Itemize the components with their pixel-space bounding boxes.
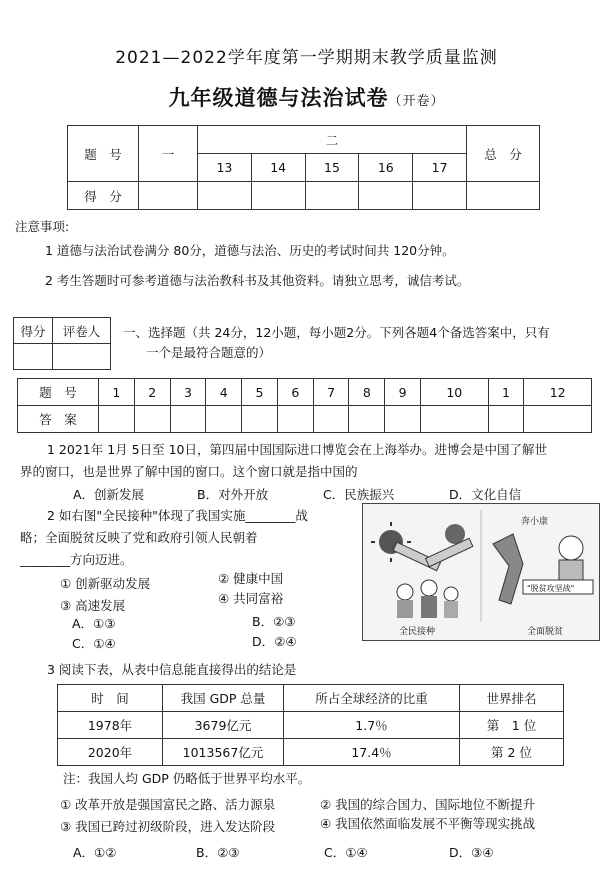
person-icon [421, 580, 437, 596]
person-icon [444, 587, 458, 601]
answer-cell[interactable] [242, 406, 278, 433]
answer-number: 1 [488, 379, 524, 406]
answer-row-label: 题 号 [18, 379, 99, 406]
q3-note: 注：我国人均 GDP 仍略低于世界平均水平。 [63, 771, 311, 786]
answer-number: 10 [421, 379, 489, 406]
gdp-cell: 3679亿元 [163, 712, 284, 739]
section1-line1: 一、选择题（共 24分，12小题，每小题2分。下列各题4个备选答案中，只有 [123, 325, 550, 340]
score-cell[interactable] [359, 182, 413, 210]
q1-line2: 界的窗口，也是世界了解中国的窗口。这个窗口就是指中国的 [20, 464, 358, 479]
q2-line1: 2 如右图"全民接种"体现了我国实施________战 [47, 508, 308, 523]
q3-item-3: ③ 我国已跨过初级阶段，进入发达阶段 [60, 819, 276, 834]
score-cell[interactable] [467, 182, 540, 210]
paper-title [0, 82, 613, 112]
q2-item-3: ③ 高速发展 [60, 598, 126, 613]
score-subcol: 14 [251, 154, 305, 182]
gdp-cell: 第 1 位 [460, 712, 564, 739]
q2-item-4: ④ 共同富裕 [218, 591, 284, 606]
score-col-two: 二 [198, 126, 467, 154]
q3-option-a[interactable]: A．①② [73, 845, 117, 860]
q3-line1: 3 阅读下表，从表中信息能直接得出的结论是 [47, 662, 297, 677]
score-subcol: 17 [413, 154, 467, 182]
score-cell[interactable] [251, 182, 305, 210]
answer-number: 3 [170, 379, 206, 406]
grader-score-cell[interactable] [14, 344, 53, 370]
score-table [67, 125, 540, 210]
answer-cell[interactable] [349, 406, 385, 433]
gdp-cell: 1013567亿元 [163, 739, 284, 766]
q3-item-1: ① 改革开放是强国富民之路、活力源泉 [60, 797, 276, 812]
answer-table [17, 378, 592, 433]
answer-cell[interactable] [524, 406, 592, 433]
notice-heading: 注意事项: [15, 219, 70, 234]
section1-line2: 一个是最符合题意的） [146, 345, 272, 360]
gdp-table [57, 684, 564, 766]
answer-number: 6 [277, 379, 313, 406]
score-col-one: 一 [139, 126, 198, 182]
notice-item: 1 道德与法治试卷满分 80分，道德与法治、历史的考试时间共 120分钟。 [45, 243, 455, 258]
score-subcol: 15 [305, 154, 359, 182]
gdp-cell: 2020年 [58, 739, 163, 766]
score-subcol: 16 [359, 154, 413, 182]
paper-note: （开卷） [388, 94, 445, 109]
q2-line3: ________方向迈进。 [20, 552, 133, 567]
notice-item: 2 考生答题时可参考道德与法治教科书及其他资料。请独立思考，诚信考试。 [45, 273, 470, 288]
answer-number: 4 [206, 379, 242, 406]
answer-cell[interactable] [421, 406, 489, 433]
answer-cell[interactable] [488, 406, 524, 433]
answer-cell[interactable] [277, 406, 313, 433]
figure-top-right-text: 奔小康 [521, 517, 549, 527]
score-row2-label: 得 分 [68, 182, 139, 210]
q3-option-b[interactable]: B．②③ [196, 845, 240, 860]
q2-option-a[interactable]: A．①③ [72, 616, 116, 631]
figure-left-caption: 全民接种 [399, 627, 436, 637]
q2-item-2: ② 健康中国 [218, 571, 284, 586]
gdp-header: 时 间 [58, 685, 163, 712]
q2-line2: 略；全面脱贫反映了党和政府引领人民朝着 [20, 530, 258, 545]
answer-cell[interactable] [170, 406, 206, 433]
answer-cell[interactable] [99, 406, 135, 433]
exam-title: 2021—2022学年度第一学期期末教学质量监测 [115, 48, 498, 68]
poverty-shape [493, 534, 523, 604]
q1-line1: 1 2021年 1月 5日至 10日，第四届中国国际进口博览会在上海举办。进博会是中国了解世 [47, 442, 547, 457]
person-icon [444, 601, 458, 618]
paper-subject: 九年级道德与法治试卷 [168, 86, 389, 110]
gdp-cell: 17.4％ [284, 739, 460, 766]
gdp-cell: 1978年 [58, 712, 163, 739]
answer-cell[interactable] [385, 406, 421, 433]
cartoon-illustration [363, 504, 599, 640]
q2-item-1: ① 创新驱动发展 [60, 576, 151, 591]
answer-cell[interactable] [313, 406, 349, 433]
answer-number: 8 [349, 379, 385, 406]
person-icon [397, 600, 413, 618]
q2-cartoon-figure [362, 503, 600, 641]
q2-option-d[interactable]: D．②④ [252, 634, 297, 649]
figure-banner-text: "脱贫攻坚战" [527, 584, 575, 593]
q1-option-d[interactable]: D．文化自信 [449, 487, 522, 502]
answer-number: 5 [242, 379, 278, 406]
syringe-icon [426, 538, 473, 566]
q3-option-c[interactable]: C．①④ [324, 845, 368, 860]
q3-option-d[interactable]: D．③④ [449, 845, 494, 860]
q3-item-2: ② 我国的综合国力、国际地位不断提升 [320, 797, 536, 812]
person-icon [421, 596, 437, 618]
grader-score-label: 得分 [14, 318, 53, 344]
q2-option-c[interactable]: C．①④ [72, 636, 116, 651]
gdp-cell: 1.7％ [284, 712, 460, 739]
answer-number: 7 [313, 379, 349, 406]
q1-option-c[interactable]: C．民族振兴 [323, 487, 395, 502]
score-subcol: 13 [198, 154, 252, 182]
answer-number: 2 [134, 379, 170, 406]
q2-option-b[interactable]: B．②③ [252, 614, 296, 629]
person-icon [559, 536, 583, 560]
score-row-label: 题 号 [68, 126, 139, 182]
answer-number: 1 [99, 379, 135, 406]
q1-option-a[interactable]: A．创新发展 [73, 487, 145, 502]
gdp-header: 世界排名 [460, 685, 564, 712]
gdp-row [58, 739, 564, 766]
answer-cell[interactable] [206, 406, 242, 433]
score-total-label: 总 分 [467, 126, 540, 182]
gdp-header: 我国 GDP 总量 [163, 685, 284, 712]
score-cell[interactable] [305, 182, 359, 210]
grader-name-label: 评卷人 [53, 318, 111, 344]
gdp-header: 所占全球经济的比重 [284, 685, 460, 712]
grader-name-cell[interactable] [53, 344, 111, 370]
answer-row2-label: 答 案 [18, 406, 99, 433]
score-cell[interactable] [139, 182, 198, 210]
score-cell[interactable] [413, 182, 467, 210]
q1-option-b[interactable]: B．对外开放 [197, 487, 269, 502]
gdp-row [58, 712, 564, 739]
q3-item-4: ④ 我国依然面临发展不平衡等现实挑战 [320, 816, 536, 831]
gdp-cell: 第 2 位 [460, 739, 564, 766]
answer-cell[interactable] [134, 406, 170, 433]
grader-box [13, 317, 111, 370]
answer-number: 12 [524, 379, 592, 406]
score-cell[interactable] [198, 182, 252, 210]
answer-number: 9 [385, 379, 421, 406]
person-icon [397, 584, 413, 600]
figure-right-caption: 全面脱贫 [527, 627, 564, 637]
